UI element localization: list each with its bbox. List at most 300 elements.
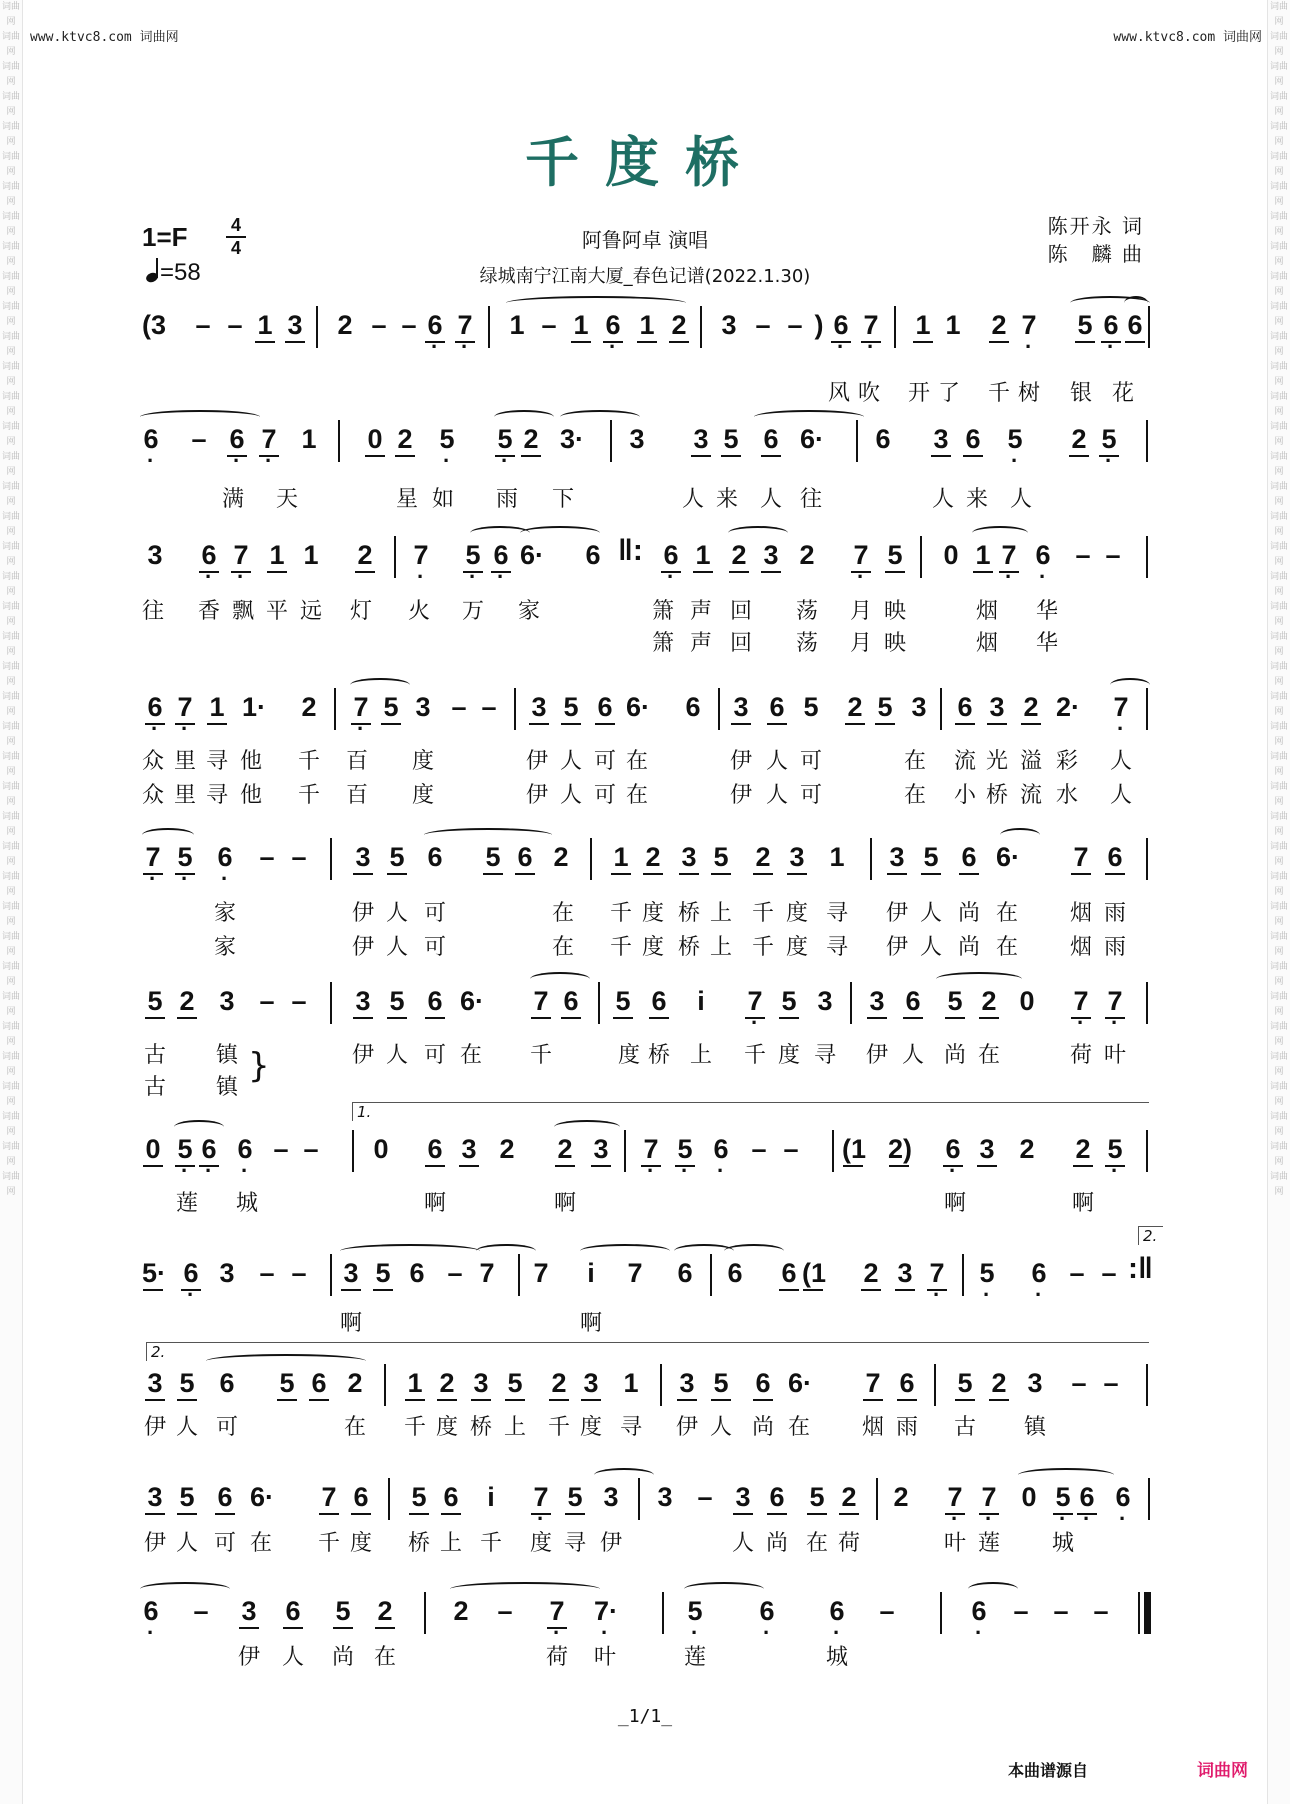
jianpu-note: 3 — [986, 692, 1008, 722]
jianpu-note: · 6 — [198, 540, 220, 570]
lyric-char: 雨 — [1104, 901, 1127, 926]
jianpu-note: i — [587, 1258, 595, 1288]
lyric-char: 万 — [462, 599, 485, 624]
jianpu-note: 1 — [972, 540, 994, 570]
lyric-char: 伊 — [886, 935, 909, 960]
lyric-char: 在 — [806, 1531, 829, 1556]
jianpu-note: 1 — [912, 310, 934, 340]
lyric-char: 回 — [730, 599, 753, 624]
final-bar-thick — [1144, 1592, 1151, 1634]
lyric-char: 百 — [346, 749, 369, 774]
lyrics-line — [0, 930, 1290, 960]
lyric-char: 在 — [250, 1531, 273, 1556]
jianpu-note: 3 — [911, 692, 927, 722]
lyric-char: 烟 — [862, 1415, 885, 1440]
lyric-char: 里 — [174, 783, 197, 808]
jianpu-note: 5 — [332, 1596, 354, 1626]
jianpu-note: · 6 — [602, 310, 624, 340]
lyric-char: 树 — [1018, 381, 1041, 406]
jianpu-note: (1 — [802, 1258, 827, 1288]
jianpu-note: 6 — [214, 1482, 236, 1512]
lyric-char: 伊 — [352, 1043, 375, 1068]
slur-arc — [724, 1244, 784, 1258]
jianpu-note: 5 — [276, 1368, 298, 1398]
site-url-right: www.ktvc8.com 词曲网 — [1113, 30, 1262, 45]
jianpu-note: 6 — [766, 692, 788, 722]
jianpu-note: 3 — [144, 1482, 166, 1512]
jianpu-note: · 6 — [144, 692, 166, 722]
volta-first: 1. — [352, 1102, 1149, 1121]
jianpu-note: 6· — [250, 1482, 275, 1512]
lyric-char: 啊 — [1072, 1191, 1095, 1216]
lyrics-line — [0, 896, 1290, 926]
jianpu-note: 2 — [642, 842, 664, 872]
bar-line — [832, 1130, 834, 1172]
lyric-char: 千 — [548, 1415, 571, 1440]
jianpu-note: 3 — [590, 1134, 612, 1164]
slur-arc — [142, 828, 194, 842]
jianpu-note: 6 — [727, 1258, 743, 1288]
jianpu-note: 6 — [954, 692, 976, 722]
jianpu-note: 1 — [623, 1368, 639, 1398]
jianpu-note: 1 — [829, 842, 845, 872]
tempo-value: =58 — [160, 259, 201, 286]
lyric-char: 寻 — [564, 1531, 587, 1556]
slur-arc — [520, 526, 600, 540]
jianpu-note: · 7 — [454, 310, 476, 340]
lyric-char: 伊 — [238, 1645, 261, 1670]
jianpu-note: 2) — [888, 1134, 913, 1164]
jianpu-note: 2 — [893, 1482, 909, 1512]
jianpu-note: 6· — [788, 1368, 813, 1398]
jianpu-note: · 6 — [1100, 310, 1122, 340]
jianpu-note: 5 — [710, 1368, 732, 1398]
time-sig-bottom: 4 — [230, 238, 241, 258]
slur-arc — [424, 828, 552, 842]
bar-line — [590, 838, 592, 880]
lyric-char: 烟 — [976, 599, 999, 624]
lyric-char: 在 — [374, 1645, 397, 1670]
jianpu-note: 7 — [530, 986, 552, 1016]
lyric-char: 映 — [884, 599, 907, 624]
bar-line — [316, 306, 318, 348]
slur-arc — [560, 410, 640, 424]
lyric-char: 如 — [432, 487, 455, 512]
jianpu-note: · 7 — [944, 1482, 966, 1512]
lyric-char: 彩 — [1056, 749, 1079, 774]
lyric-char: 度 — [786, 935, 809, 960]
lyric-char: 度 — [530, 1531, 553, 1556]
lyric-char: 在 — [626, 783, 649, 808]
lyric-char: 伊 — [144, 1531, 167, 1556]
lyric-char: 来 — [966, 487, 989, 512]
lyric-char: 香 — [198, 599, 221, 624]
jianpu-note: – — [1069, 1258, 1085, 1288]
lyric-char: 荡 — [796, 631, 819, 656]
jianpu-note: 5· — [142, 1258, 167, 1288]
jianpu-note: · 7 — [546, 1596, 568, 1626]
jianpu-note: – — [1075, 540, 1091, 570]
jianpu-note: · 6 — [942, 1134, 964, 1164]
lyrics-line — [0, 376, 1290, 406]
jianpu-note: 6 — [514, 842, 536, 872]
jianpu-note: 3 — [219, 986, 235, 1016]
jianpu-note: · 7 — [860, 310, 882, 340]
lyric-char: 月 — [850, 631, 873, 656]
jianpu-note: · 5 — [494, 424, 516, 454]
lyric-char: 光 — [986, 749, 1009, 774]
song-title: 千度桥 — [525, 130, 765, 194]
jianpu-note: 3 — [730, 692, 752, 722]
bar-line — [1146, 838, 1148, 880]
slur-arc — [580, 1244, 670, 1258]
jianpu-note: 6 — [350, 1482, 372, 1512]
jianpu-note: · 6 — [660, 540, 682, 570]
jianpu-note: · 5 — [1052, 1482, 1074, 1512]
jianpu-note: 3 — [894, 1258, 916, 1288]
jianpu-note: 3 — [352, 842, 374, 872]
lyric-char: 烟 — [1070, 935, 1093, 960]
jianpu-note: 6 — [1104, 842, 1126, 872]
jianpu-note: 6 — [896, 1368, 918, 1398]
jianpu-note: – — [371, 310, 387, 340]
lyric-char: 古 — [144, 1075, 167, 1100]
bar-line — [518, 1254, 520, 1296]
lyric-char: 度 — [778, 1043, 801, 1068]
jianpu-note: 6 — [1124, 310, 1146, 340]
lyrics-line — [0, 778, 1290, 808]
lyric-char: 可 — [424, 901, 447, 926]
bar-line — [1148, 306, 1150, 348]
jianpu-note: 2 — [988, 310, 1010, 340]
jianpu-note: – — [193, 1596, 209, 1626]
jianpu-note: · 5 — [174, 842, 196, 872]
lyric-char: 莲 — [978, 1531, 1001, 1556]
jianpu-note: 6 — [308, 1368, 330, 1398]
jianpu-note: · 5 — [684, 1596, 706, 1626]
lyric-char: 往 — [142, 599, 165, 624]
jianpu-note: 2 — [436, 1368, 458, 1398]
bar-line — [638, 1478, 640, 1520]
lyric-char: 古 — [144, 1043, 167, 1068]
slur-arc — [174, 1120, 224, 1134]
jianpu-note: 2 — [860, 1258, 882, 1288]
jianpu-note: · 7 — [1070, 986, 1092, 1016]
jianpu-note: 6· — [460, 986, 485, 1016]
bar-line — [700, 306, 702, 348]
lyrics-line — [0, 1306, 1290, 1336]
jianpu-note: – — [273, 1134, 289, 1164]
lyrics-line — [0, 594, 1290, 624]
composer-credit: 陈 麟 曲 — [1047, 242, 1144, 266]
jianpu-note: · 7 — [926, 1258, 948, 1288]
lyric-char: 银 — [1070, 381, 1093, 406]
jianpu-note: – — [1053, 1596, 1069, 1626]
jianpu-note: 1 — [945, 310, 961, 340]
bar-line — [424, 1592, 426, 1634]
slur-arc — [1000, 828, 1040, 842]
lyric-char: 尚 — [332, 1645, 355, 1670]
jianpu-note: 7 — [627, 1258, 643, 1288]
lyric-char: 在 — [460, 1043, 483, 1068]
jianpu-note: · 7 — [850, 540, 872, 570]
jianpu-note: · 6 — [830, 310, 852, 340]
jianpu-note: 0 — [1021, 1482, 1037, 1512]
jianpu-note: 2 — [988, 1368, 1010, 1398]
jianpu-note: · 5 — [1004, 424, 1026, 454]
jianpu-note: 1 — [404, 1368, 426, 1398]
bar-line — [1146, 982, 1148, 1024]
lyric-char: 人 — [386, 935, 409, 960]
jianpu-note: 6 — [219, 1368, 235, 1398]
bar-line — [1146, 420, 1148, 462]
jianpu-note: 2 — [838, 1482, 860, 1512]
jianpu-note: – — [291, 842, 307, 872]
score-row — [0, 1358, 1290, 1418]
jianpu-note: · 6 — [140, 1596, 162, 1626]
jianpu-note: 2 — [394, 424, 416, 454]
repeat-start-sign: ‖: — [618, 534, 643, 567]
bar-line — [1146, 688, 1148, 730]
slur-arc — [450, 1582, 600, 1596]
lyric-char: 回 — [730, 631, 753, 656]
lyrics-line — [0, 744, 1290, 774]
jianpu-note: ) — [814, 310, 824, 340]
jianpu-note: 5 — [386, 986, 408, 1016]
lyric-char: 啊 — [580, 1311, 603, 1336]
lyric-char: 天 — [276, 487, 299, 512]
jianpu-note: 5 — [1074, 310, 1096, 340]
bar-line — [662, 1592, 664, 1634]
bar-line — [940, 1592, 942, 1634]
jianpu-note: 3· — [560, 424, 585, 454]
lyric-char: 桥 — [408, 1531, 431, 1556]
lyric-char: 桥 — [678, 901, 701, 926]
lyric-char: 寻 — [826, 935, 849, 960]
bar-line — [394, 536, 396, 578]
time-sig-top: 4 — [230, 215, 241, 235]
jianpu-note: · 7· — [594, 1596, 616, 1626]
jianpu-note: 2 — [520, 424, 542, 454]
jianpu-note: · 6 — [424, 310, 446, 340]
jianpu-note: · 5 — [436, 424, 458, 454]
lyric-char: 水 — [1056, 783, 1079, 808]
score-row — [0, 682, 1290, 742]
slur-arc — [1018, 1468, 1114, 1482]
lyric-char: 度 — [642, 935, 665, 960]
jianpu-note: 3 — [580, 1368, 602, 1398]
jianpu-note: i — [697, 986, 705, 1016]
jianpu-note: · 7 — [1110, 692, 1132, 722]
lyric-char: 伊 — [526, 783, 549, 808]
lyric-char: 可 — [214, 1531, 237, 1556]
bar-line — [962, 1254, 964, 1296]
jianpu-note: – — [755, 310, 771, 340]
lyric-char: 溢 — [1020, 749, 1043, 774]
jianpu-note: · 5 — [1104, 1134, 1126, 1164]
lyric-char: 桥 — [986, 783, 1009, 808]
bar-line — [660, 1364, 662, 1406]
jianpu-note: 6 — [424, 1134, 446, 1164]
bar-line — [1148, 1478, 1150, 1520]
jianpu-note: 5 — [560, 692, 582, 722]
jianpu-note: · 6 — [234, 1134, 256, 1164]
lyric-char: 花 — [1112, 381, 1135, 406]
jianpu-note: 2 — [374, 1596, 396, 1626]
site-url-left: www.ktvc8.com 词曲网 — [30, 30, 179, 45]
jianpu-note: 3 — [786, 842, 808, 872]
lyric-char: 人 — [682, 487, 705, 512]
jianpu-note: · 6 — [214, 842, 236, 872]
lyric-char: 百 — [346, 783, 369, 808]
lyric-char: 啊 — [554, 1191, 577, 1216]
lyric-char: 千 — [610, 935, 633, 960]
lyric-char: 下 — [552, 487, 575, 512]
jianpu-note: · 6 — [198, 1134, 220, 1164]
jianpu-note: – — [783, 1134, 799, 1164]
jianpu-note: 3 — [147, 540, 163, 570]
slur-arc — [968, 1582, 1018, 1596]
repeat-end-sign: :‖ — [1128, 1252, 1153, 1285]
jianpu-note: 5 — [380, 692, 402, 722]
jianpu-note: 5 — [564, 1482, 586, 1512]
jianpu-note: 6 — [427, 842, 443, 872]
slur-arc — [506, 296, 686, 310]
lyric-char: 寻 — [814, 1043, 837, 1068]
lyrics-line — [0, 1526, 1290, 1556]
jianpu-note: 0 — [373, 1134, 389, 1164]
jianpu-note: 3 — [1027, 1368, 1043, 1398]
lyric-char: 雨 — [896, 1415, 919, 1440]
jianpu-note: 5 — [803, 692, 819, 722]
jianpu-note: – — [1103, 1368, 1119, 1398]
jianpu-note: (3 — [142, 310, 167, 340]
jianpu-note: 1 — [206, 692, 228, 722]
lyric-char: 家 — [518, 599, 541, 624]
volta-second: 2. — [146, 1342, 1149, 1361]
jianpu-note: 1 — [570, 310, 592, 340]
jianpu-note: 6 — [585, 540, 601, 570]
jianpu-note: 5 — [884, 540, 906, 570]
jianpu-note: 5 — [944, 986, 966, 1016]
slur-arc — [140, 410, 260, 424]
bar-line — [488, 306, 490, 348]
bar-line — [338, 420, 340, 462]
jianpu-note: 1 — [303, 540, 319, 570]
bar-line — [330, 838, 332, 880]
jianpu-note: 6· — [520, 540, 545, 570]
lyric-char: 度 — [412, 749, 435, 774]
lyric-char: 千 — [404, 1415, 427, 1440]
lyric-char: 尚 — [752, 1415, 775, 1440]
lyric-char: 里 — [174, 749, 197, 774]
lyric-char: 人 — [560, 749, 583, 774]
lyrics-line — [0, 1038, 1290, 1068]
bar-line — [598, 982, 600, 1024]
side-watermark: 词曲网 词曲网 词曲网 词曲网 词曲网 词曲网 词曲网 词曲网 词曲网 词曲网 词曲网 词曲网 词曲网 词曲网 词曲网 词曲网 词曲网 词曲网 词曲网 词曲网 词曲网 词曲网 词曲网 词曲网 词曲网 词曲网 词曲网 词曲网 词曲网 词曲网 词曲网 词曲网 词曲网 词曲网 词曲网 词曲网 词曲网 词曲网 词曲网 词曲网 — [1269, 2, 1288, 1197]
jianpu-note: 7 — [533, 1258, 549, 1288]
lyric-char: 他 — [240, 749, 263, 774]
jianpu-note: 3 — [144, 1368, 166, 1398]
lyric-char: 人 — [1110, 783, 1133, 808]
lyric-char: 城 — [826, 1645, 849, 1670]
brand-label: 词曲网 — [1197, 1761, 1248, 1781]
jianpu-note: – — [1101, 1258, 1117, 1288]
lyric-char: 古 — [954, 1415, 977, 1440]
jianpu-note: 6 — [760, 424, 782, 454]
lyric-char: 尚 — [766, 1531, 789, 1556]
lyric-char: 人 — [732, 1531, 755, 1556]
lyric-char: 箫 — [652, 631, 675, 656]
jianpu-note: · 6 — [226, 424, 248, 454]
jianpu-note: 6 — [902, 986, 924, 1016]
jianpu-note: 2 — [844, 692, 866, 722]
jianpu-note: – — [191, 424, 207, 454]
jianpu-note: 5 — [176, 1482, 198, 1512]
lyric-char: 人 — [176, 1415, 199, 1440]
jianpu-note: · 7 — [1018, 310, 1040, 340]
jianpu-note: 6 — [409, 1258, 425, 1288]
jianpu-note: 1· — [242, 692, 267, 722]
bar-line — [856, 420, 858, 462]
jianpu-note: · 7 — [258, 424, 280, 454]
lyric-char: 度 — [580, 1415, 603, 1440]
lyric-char: 在 — [788, 1415, 811, 1440]
jianpu-note: – — [1105, 540, 1121, 570]
bar-line — [330, 1254, 332, 1296]
jianpu-note: 5 — [954, 1368, 976, 1398]
lyric-char: 上 — [440, 1531, 463, 1556]
jianpu-note: 0 — [943, 540, 959, 570]
jianpu-note: – — [1013, 1596, 1029, 1626]
lyrics-line — [0, 1070, 1290, 1100]
lyric-char: 人 — [176, 1531, 199, 1556]
lyric-char: 飘 — [232, 599, 255, 624]
lyric-char: 伊 — [352, 935, 375, 960]
lyric-char: 千 — [744, 1043, 767, 1068]
jianpu-note: 3 — [760, 540, 782, 570]
jianpu-note: 3 — [219, 1258, 235, 1288]
jianpu-note: 6 — [424, 986, 446, 1016]
page-number: _1/1_ — [617, 1706, 673, 1727]
jianpu-note: 6 — [685, 692, 701, 722]
jianpu-note: · 6 — [1112, 1482, 1134, 1512]
lyric-char: 人 — [932, 487, 955, 512]
score-row — [0, 976, 1290, 1036]
jianpu-note: 6 — [752, 1368, 774, 1398]
jianpu-note: 3 — [470, 1368, 492, 1398]
jianpu-note: 5 — [386, 842, 408, 872]
lyric-char: 上 — [504, 1415, 527, 1440]
lyric-char: 度 — [618, 1043, 641, 1068]
lyric-char: 平 — [266, 599, 289, 624]
jianpu-note: 2 — [752, 842, 774, 872]
lyric-char: 伊 — [730, 783, 753, 808]
jianpu-note: 3 — [930, 424, 952, 454]
jianpu-note: · 7 — [998, 540, 1020, 570]
lyric-char: 华 — [1036, 599, 1059, 624]
jianpu-note: 6 — [560, 986, 582, 1016]
jianpu-note: 2 — [668, 310, 690, 340]
jianpu-note: · 7 — [744, 986, 766, 1016]
jianpu-note: 2 — [978, 986, 1000, 1016]
jianpu-note: 5 — [144, 986, 166, 1016]
lyric-char: 伊 — [600, 1531, 623, 1556]
lyric-char: 众 — [142, 783, 165, 808]
lyric-char: 人 — [766, 749, 789, 774]
lyric-char: 在 — [996, 901, 1019, 926]
slur-arc — [350, 678, 410, 692]
